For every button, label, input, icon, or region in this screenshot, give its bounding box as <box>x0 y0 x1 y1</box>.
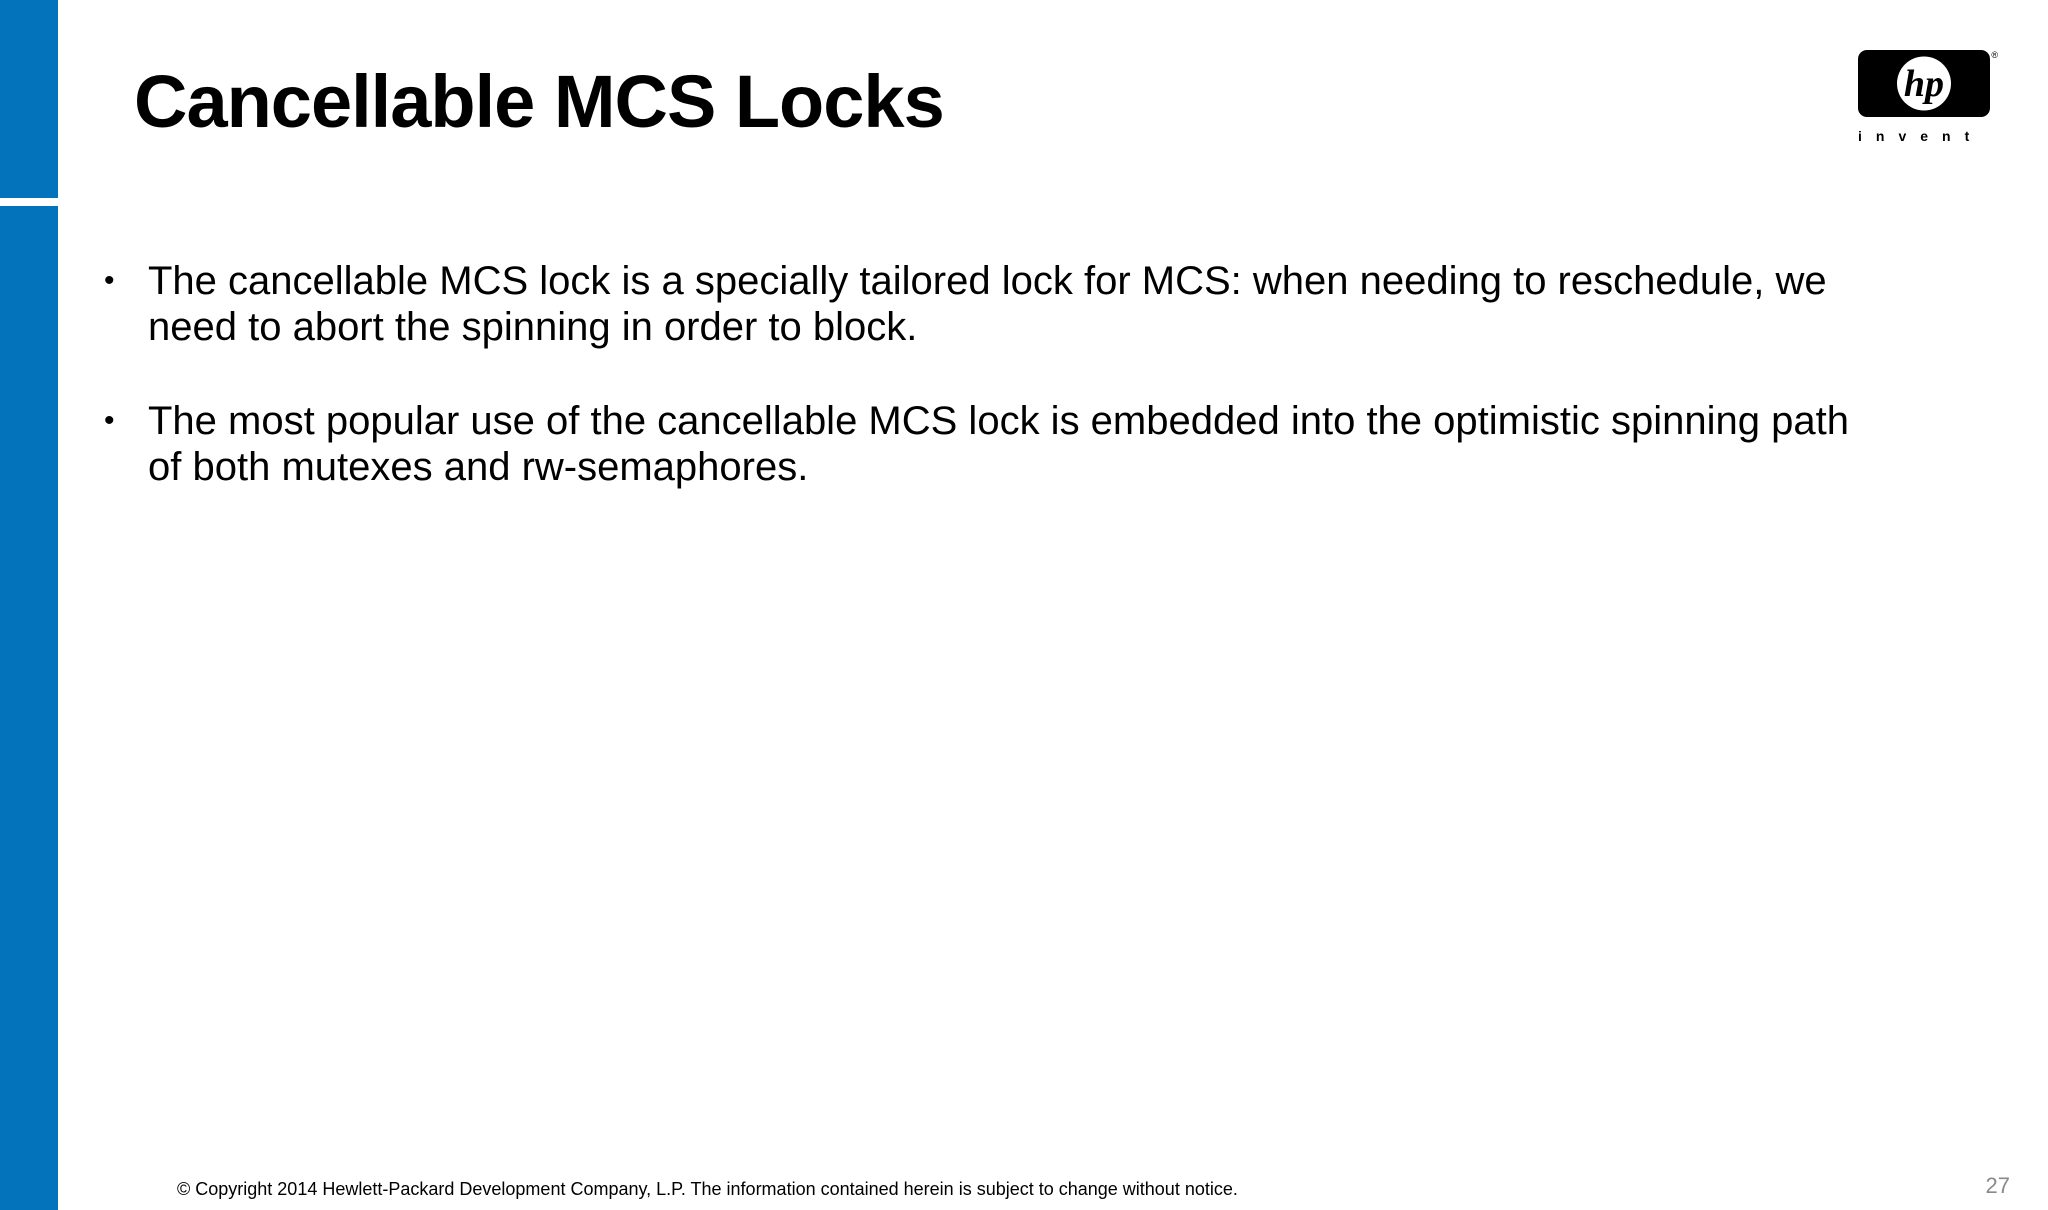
logo-tagline: invent <box>1858 128 1984 144</box>
bullet-dot: • <box>104 404 115 437</box>
bullet-dot: • <box>104 264 115 297</box>
accent-bar-bottom <box>0 206 58 1210</box>
bullet-list <box>100 258 1860 538</box>
copyright-notice: © Copyright 2014 Hewlett-Packard Development Company, L.P. The information contained herein is subject to change without notice. <box>177 1179 1238 1199</box>
accent-bar-top <box>0 0 58 198</box>
bullet-item <box>100 398 1860 490</box>
registered-mark: ® <box>1991 50 1998 60</box>
bullet-item <box>100 258 1860 350</box>
page-number: 27 <box>1985 1173 2010 1198</box>
svg-text:hp: hp <box>1903 63 1945 105</box>
slide-title: Cancellable MCS Locks <box>134 60 944 143</box>
bullet-text: The cancellable MCS lock is a specially tailored lock for MCS: when needing to reschedule, we need to abort the spinning in order to block. <box>148 259 1827 349</box>
bullet-text: The most popular use of the cancellable MCS lock is embedded into the optimistic spinning path of both mutexes and rw-semaphores. <box>148 399 1849 489</box>
hp-logo-icon <box>1858 50 1998 146</box>
